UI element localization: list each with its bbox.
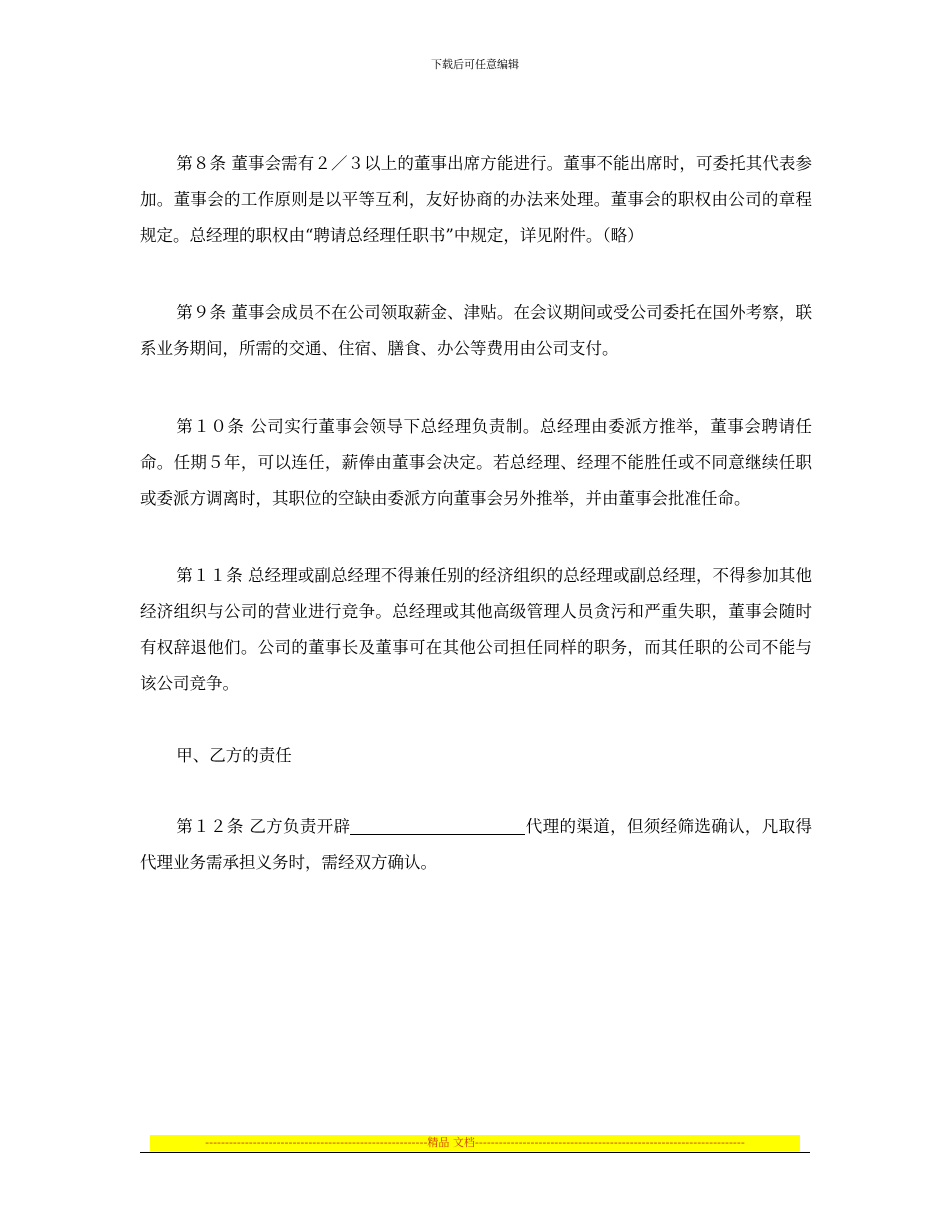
document-body xyxy=(140,146,812,881)
paragraph-gap xyxy=(140,702,812,738)
paragraph-gap xyxy=(140,367,812,409)
article-8: 第８条 董事会需有２／３以上的董事出席方能进行。董事不能出席时，可委托其代表参加。董事会的工作原则是以平等互利，友好协商的办法来处理。董事会的职权由公司的章程规定。总经理的职权由“聘请总经理任职书”中规定，详见附件。（略） xyxy=(140,154,812,245)
article-9: 第９条 董事会成员不在公司领取薪金、津贴。在会议期间或受公司委托在国外考察，联系业务期间，所需的交通、住宿、膳食、办公等费用由公司支付。 xyxy=(140,303,812,359)
paragraph-gap xyxy=(140,253,812,295)
fill-in-blank xyxy=(350,818,525,836)
article-11: 第１１条 总经理或副总经理不得兼任别的经济组织的总经理或副总经理，不得参加其他经济组织与公司的营业进行竞争。总经理或其他高级管理人员贪污和严重失职，董事会随时有权辞退他们。公司的董事长及董事可在其他公司担任同样的职务，而其任职的公司不能与该公司竞争。 xyxy=(140,566,812,693)
paragraph-gap xyxy=(140,516,812,558)
footer-dashes-right: -------------------------------------------------------------------- xyxy=(474,1136,745,1149)
article-12-before-blank: 第１２条 乙方负责开辟 xyxy=(176,817,351,837)
footer-rule xyxy=(140,1152,810,1153)
article-12-after-blank: 代理的渠道，但须经筛选确认，凡取得代理业务需承担义务时，需经双方确认。 xyxy=(140,817,812,873)
footer-label: 精品 文档 xyxy=(427,1136,475,1149)
page-header-note: 下载后可任意编辑 xyxy=(431,58,519,71)
footer-band xyxy=(150,1135,800,1151)
section-heading: 甲、乙方的责任 xyxy=(176,745,292,765)
paragraph-gap xyxy=(140,773,812,809)
article-10: 第１０条 公司实行董事会领导下总经理负责制。总经理由委派方推举，董事会聘请任命。任期５年，可以连任，薪俸由董事会决定。若总经理、经理不能胜任或不同意继续任职或委派方调离时，其职位的空缺由委派方向董事会另外推举，并由董事会批准任命。 xyxy=(140,416,812,508)
footer-dashes-left: -------------------------------------------------------- xyxy=(205,1136,428,1149)
article-12 xyxy=(140,809,812,881)
